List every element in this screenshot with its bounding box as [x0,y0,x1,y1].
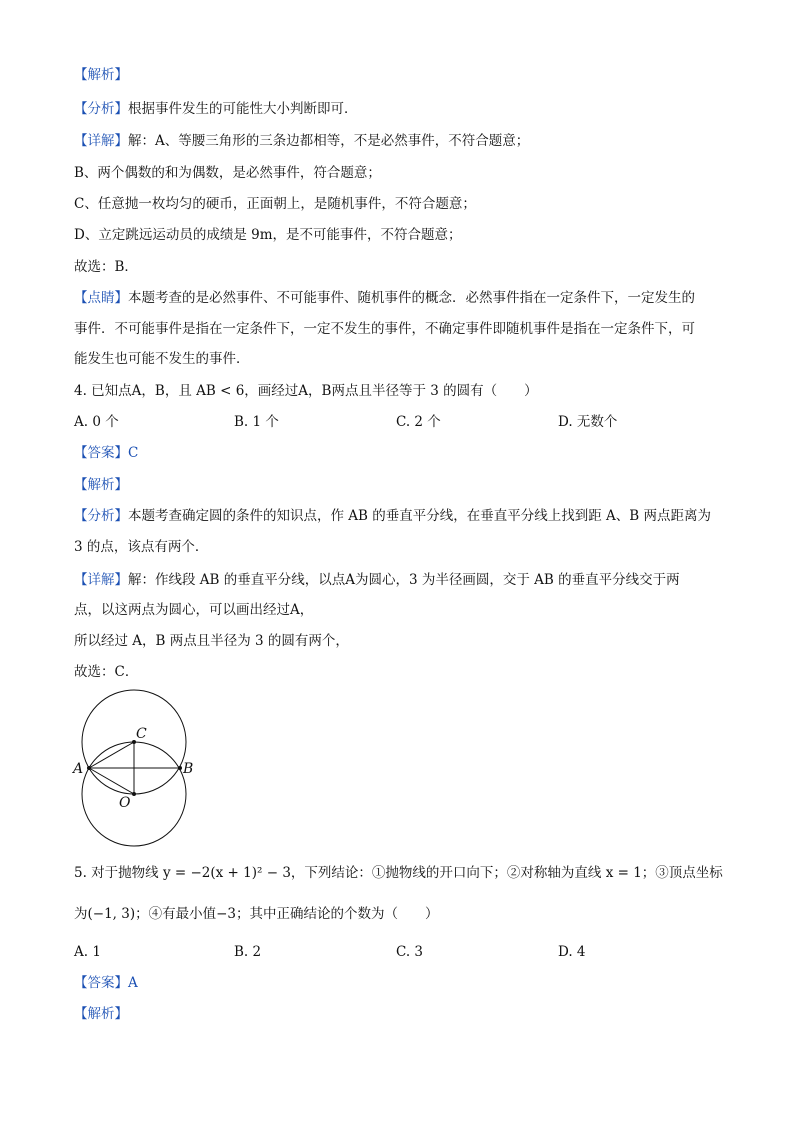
q3-fenxi-text: 根据事件发生的可能性大小判断即可． [128,101,358,117]
q4-stem: 4. 已知点A，B，且 AB < 6，画经过A，B两点且半径等于 3 的圆有（ ） [74,383,538,399]
q3-dianjing-text-2: 事件．不可能事件是指在一定条件下，一定不发生的事件，不确定事件即随机事件是指在一定条件下，可 [74,321,695,337]
point-b [178,766,182,770]
q4-xiangjie-tag: 【详解】 [74,572,128,588]
q4-fenxi-text-1: 本题考查确定圆的条件的知识点，作 AB 的垂直平分线，在垂直平分线上找到距 A、B 两点距离为 [128,508,712,524]
q3-line-c: C、任意抛一枚均匀的硬币，正面朝上，是随机事件，不符合题意； [74,196,476,212]
point-o [132,792,136,796]
q4-xiangjie [74,571,680,589]
q5-stem-2: 为(−1, 3)；④有最小值−3；其中正确结论的个数为（ ） [74,906,439,922]
q4-guxuan: 故选：C． [74,664,139,680]
point-a [87,766,91,770]
q3-dianjing-text-3: 能发生也可能不发生的事件． [74,351,250,367]
q3-dianjing-text-1: 本题考查的是必然事件、不可能事件、随机事件的概念．必然事件指在一定条件下，一定发生的 [128,290,695,306]
q4-jiexi-label: 【解析】 [74,477,128,493]
label-o: O [119,795,131,811]
label-c: C [136,726,147,742]
q5-option-c: C. 3 [396,944,424,960]
segment-ac [89,742,134,768]
q3-line-b: B、两个偶数的和为偶数，是必然事件，符合题意； [74,165,381,181]
q5-answer: 【答案】A [74,975,138,991]
q4-option-a: A. 0 个 [74,414,119,430]
q3-line-d: D、立定跳远运动员的成绩是 9m，是不可能事件，不符合题意； [74,227,462,243]
q4-option-d: D. 无数个 [558,414,618,430]
q5-stem-1: 5. 对于抛物线 y = −2(x + 1)² − 3，下列结论：①抛物线的开口向下；②对称轴为直线 x = 1；③顶点坐标 [74,865,723,881]
q4-fenxi-tag: 【分析】 [74,508,128,524]
q3-fenxi [74,100,358,118]
q3-xiangjie-text: 解：A、等腰三角形的三条边都相等，不是必然事件，不符合题意； [128,133,530,149]
q4-fenxi-text-2: 3 的点，该点有两个． [74,539,209,555]
q4-answer: 【答案】C [74,445,139,461]
q5-option-a: A. 1 [74,944,101,960]
q5-jiexi-label: 【解析】 [74,1006,128,1022]
q5-option-d: D. 4 [558,944,586,960]
q3-xiangjie [74,132,529,150]
q4-xiangjie-text-2: 点，以这两点为圆心，可以画出经过A， [74,602,314,618]
q4-xiangjie-text-3: 所以经过 A，B 两点且半径为 3 的圆有两个， [74,633,349,649]
q5-option-b: B. 2 [234,944,262,960]
q4-option-c: C. 2 个 [396,414,441,430]
q4-fenxi [74,507,711,525]
q3-guxuan: 故选：B． [74,259,138,275]
q3-dianjing-tag: 【点睛】 [74,290,128,306]
q3-dianjing [74,289,695,307]
label-a: A [73,761,84,777]
q4-option-b: B. 1 个 [234,414,279,430]
two-circles-figure [70,688,200,848]
label-b: B [183,761,194,777]
q3-fenxi-tag: 【分析】 [74,101,128,117]
q3-jiexi-label: 【解析】 [74,67,128,83]
segment-ao [89,768,134,794]
q4-xiangjie-text-1: 解：作线段 AB 的垂直平分线，以点A为圆心，3 为半径画圆，交于 AB 的垂直平分线交于两 [128,572,680,588]
q3-xiangjie-tag: 【详解】 [74,133,128,149]
